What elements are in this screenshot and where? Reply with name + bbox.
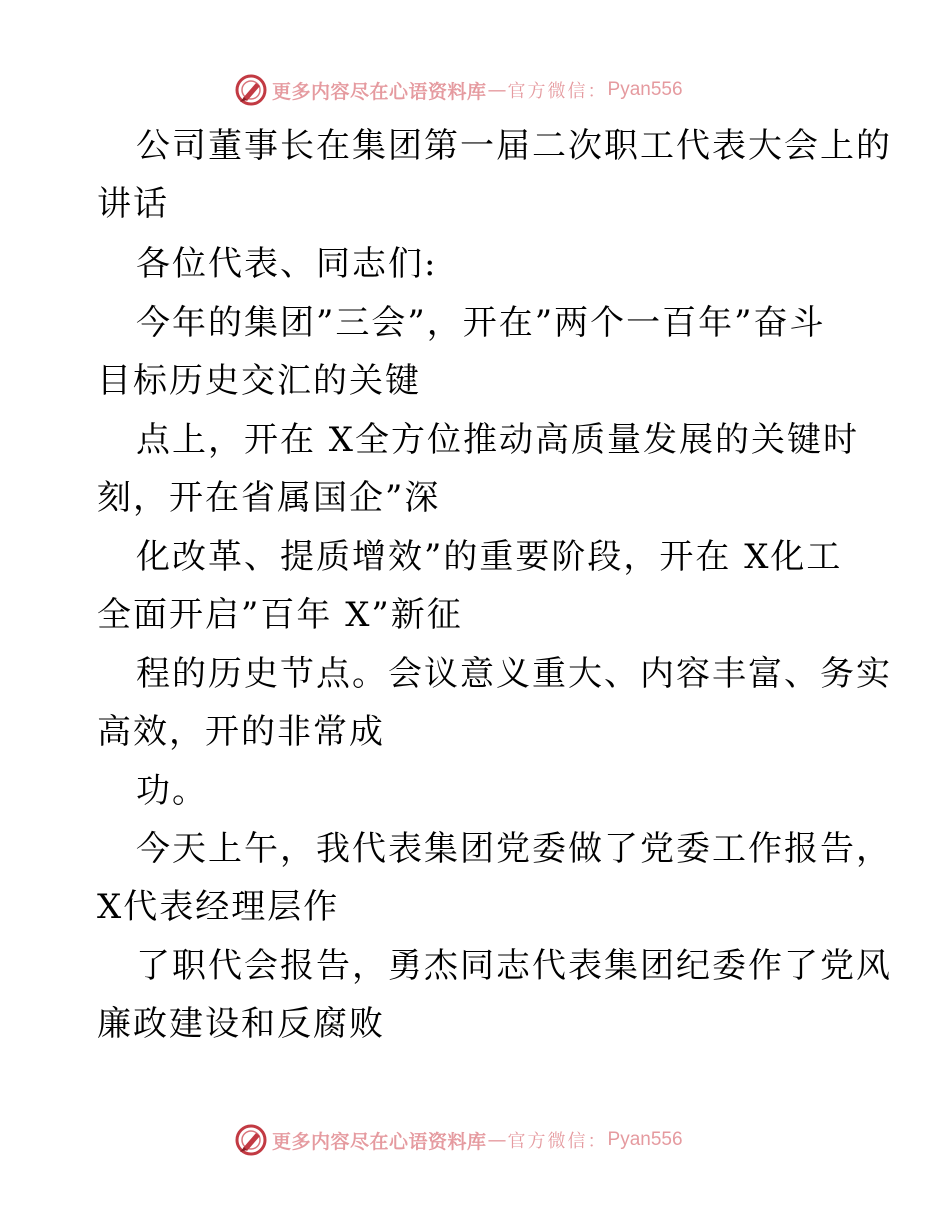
watermark-sub-text: 官方微信： <box>507 1131 608 1152</box>
text-line: 全面开启”百年 X”新征 <box>97 595 463 635</box>
watermark-wechat-id: Pyan556 <box>607 1129 683 1150</box>
text-line: 刻，开在省属国企”深 <box>97 478 441 518</box>
text-line: 目标历史交汇的关键 <box>97 361 421 401</box>
watermark-footer <box>234 1120 754 1160</box>
text-line: 廉政建设和反腐败 <box>97 1004 385 1044</box>
text-line: 今天上午，我代表集团党委做了党委工作报告， <box>136 829 892 869</box>
pen-logo-icon <box>234 1123 268 1157</box>
text-line: 讲话 <box>97 184 169 224</box>
watermark-wechat-id: Pyan556 <box>607 79 683 100</box>
text-line: 功。 <box>136 771 208 811</box>
text-line: X代表经理层作 <box>97 887 340 927</box>
text-line: 今年的集团”三会”，开在”两个一百年”奋斗 <box>136 303 826 343</box>
text-line: 高效，开的非常成 <box>97 712 385 752</box>
watermark-main-text: 更多内容尽在心语资料库 <box>272 1130 487 1153</box>
watermark-sub-text: 官方微信： <box>507 81 608 102</box>
text-line: 程的历史节点。会议意义重大、内容丰富、务实 <box>136 654 892 694</box>
text-line: 化改革、提质增效”的重要阶段，开在 X化工 <box>136 537 843 577</box>
watermark-main-text: 更多内容尽在心语资料库 <box>272 80 487 103</box>
watermark-dash: — <box>487 79 507 101</box>
text-line: 点上，开在 X全方位推动高质量发展的关键时 <box>136 420 860 460</box>
text-line: 公司董事长在集团第一届二次职工代表大会上的 <box>136 126 892 166</box>
text-line: 各位代表、同志们: <box>136 244 438 284</box>
watermark-dash: — <box>487 1129 507 1151</box>
text-line: 了职代会报告，勇杰同志代表集团纪委作了党风 <box>136 946 892 986</box>
